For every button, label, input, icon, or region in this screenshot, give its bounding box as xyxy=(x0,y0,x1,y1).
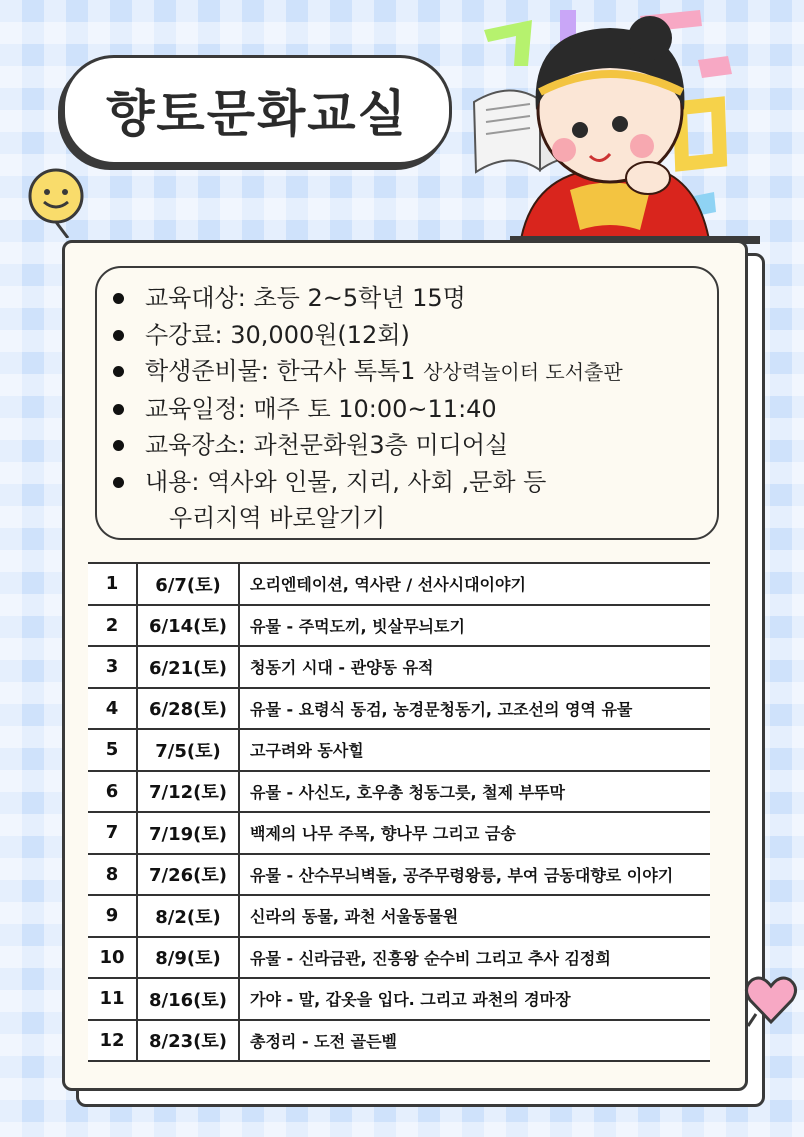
course-info-box xyxy=(95,266,719,540)
table-row xyxy=(88,605,710,647)
schedule-number: 11 xyxy=(88,978,137,1020)
page-title: 향토문화교실 xyxy=(62,55,452,165)
table-row xyxy=(88,812,710,854)
schedule-topic: 고구려와 동사힐 xyxy=(239,729,710,771)
info-location: 교육장소: 과천문화원3층 미디어실 xyxy=(111,427,717,464)
table-row xyxy=(88,895,710,937)
table-row xyxy=(88,771,710,813)
schedule-number: 10 xyxy=(88,937,137,979)
schedule-number: 12 xyxy=(88,1020,137,1062)
table-row xyxy=(88,563,710,605)
schedule-topic: 백제의 나무 주목, 향나무 그리고 금송 xyxy=(239,812,710,854)
schedule-date: 7/19(토) xyxy=(137,812,239,854)
schedule-number: 1 xyxy=(88,563,137,605)
schedule-number: 2 xyxy=(88,605,137,647)
schedule-number: 7 xyxy=(88,812,137,854)
table-row xyxy=(88,854,710,896)
schedule-topic: 유물 - 주먹도끼, 빗살무늬토기 xyxy=(239,605,710,647)
info-materials-publisher: 상상력놀이터 도서출판 xyxy=(423,360,623,384)
schedule-date: 6/21(토) xyxy=(137,646,239,688)
character-illustration xyxy=(470,0,804,245)
schedule-number: 5 xyxy=(88,729,137,771)
schedule-table xyxy=(88,562,710,1062)
schedule-date: 6/7(토) xyxy=(137,563,239,605)
schedule-topic: 유물 - 신라금관, 진흥왕 순수비 그리고 추사 김정희 xyxy=(239,937,710,979)
table-row xyxy=(88,1020,710,1062)
info-schedule: 교육일정: 매주 토 10:00~11:40 xyxy=(111,391,717,428)
table-row xyxy=(88,646,710,688)
schedule-topic: 청동기 시대 - 관양동 유적 xyxy=(239,646,710,688)
schedule-topic: 유물 - 산수무늬벽돌, 공주무령왕릉, 부여 금동대향로 이야기 xyxy=(239,854,710,896)
schedule-topic: 오리엔테이션, 역사란 / 선사시대이야기 xyxy=(239,563,710,605)
table-row xyxy=(88,978,710,1020)
table-row xyxy=(88,688,710,730)
schedule-date: 7/26(토) xyxy=(137,854,239,896)
schedule-topic: 총정리 - 도전 골든벨 xyxy=(239,1020,710,1062)
schedule-topic: 가야 - 말, 갑옷을 입다. 그리고 과천의 경마장 xyxy=(239,978,710,1020)
schedule-number: 4 xyxy=(88,688,137,730)
schedule-date: 8/16(토) xyxy=(137,978,239,1020)
info-content-continued: 우리지역 바로알기기 xyxy=(169,504,386,532)
schedule-number: 3 xyxy=(88,646,137,688)
schedule-number: 9 xyxy=(88,895,137,937)
schedule-topic: 유물 - 사신도, 호우총 청동그릇, 철제 부뚜막 xyxy=(239,771,710,813)
course-info-list xyxy=(97,268,717,500)
schedule-topic: 신라의 동물, 과천 서울동물원 xyxy=(239,895,710,937)
schedule-date: 8/23(토) xyxy=(137,1020,239,1062)
schedule-date: 8/9(토) xyxy=(137,937,239,979)
heart-icon xyxy=(742,970,800,1028)
info-content: 내용: 역사와 인물, 지리, 사회 ,문화 등 xyxy=(111,464,717,501)
schedule-date: 8/2(토) xyxy=(137,895,239,937)
schedule-date: 7/5(토) xyxy=(137,729,239,771)
schedule-date: 6/28(토) xyxy=(137,688,239,730)
schedule-topic: 유물 - 요령식 동검, 농경문청동기, 고조선의 영역 유물 xyxy=(239,688,710,730)
table-row xyxy=(88,937,710,979)
info-fee: 수강료: 30,000원(12회) xyxy=(111,317,717,354)
info-target: 교육대상: 초등 2~5학년 15명 xyxy=(111,280,717,317)
schedule-number: 8 xyxy=(88,854,137,896)
table-row xyxy=(88,729,710,771)
info-materials: 학생준비물: 한국사 톡톡1 상상력놀이터 도서출판 xyxy=(111,353,717,391)
schedule-date: 7/12(토) xyxy=(137,771,239,813)
smiley-icon xyxy=(26,166,86,238)
schedule-date: 6/14(토) xyxy=(137,605,239,647)
schedule-number: 6 xyxy=(88,771,137,813)
